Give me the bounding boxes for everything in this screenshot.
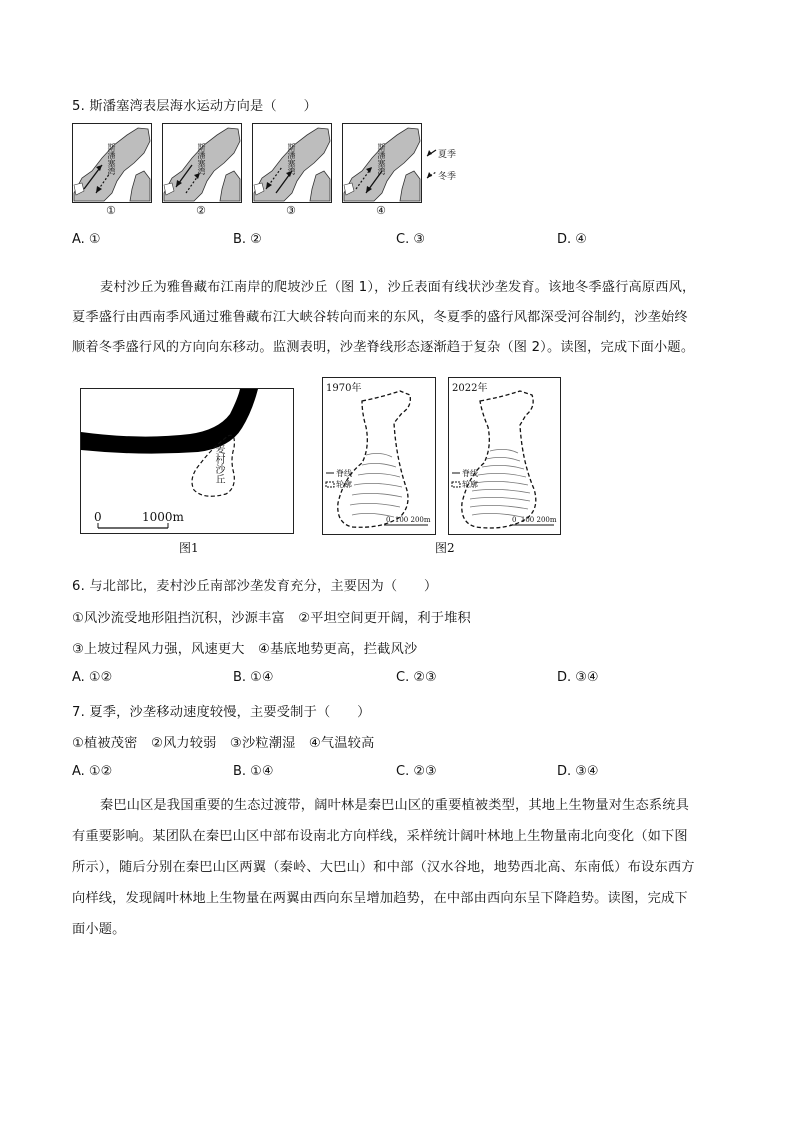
q7-stem: 7. 夏季，沙垄移动速度较慢，主要受制于（ ） <box>72 705 371 720</box>
year-1970: 1970年 <box>326 383 362 394</box>
figure-1-map <box>80 388 294 536</box>
q5-option-c[interactable]: C. ③ <box>396 232 425 247</box>
passage2-line-3: 所示），随后分别在秦巴山区两翼（秦岭、大巴山）和中部（汉水谷地，地势西北高、东南低）布设东西方 <box>72 860 695 875</box>
figure-2-caption: 图2 <box>435 541 455 555</box>
figure-1 <box>80 388 294 536</box>
legend-outline-left: 轮廓 <box>336 480 352 489</box>
gulf-label-4: 斯潘塞湾 <box>377 143 386 175</box>
legend-ridge-right: 脊线 <box>462 469 478 478</box>
scale-zero: 0 <box>94 510 102 524</box>
map-label-4: ④ <box>376 204 386 217</box>
q6-option-b[interactable]: B. ①④ <box>233 670 274 685</box>
q5-map-row <box>72 123 472 218</box>
passage1-line-1: 麦村沙丘为雅鲁藏布江南岸的爬坡沙丘（图 1），沙丘表面有线状沙垄发育。该地冬季盛行高原西风， <box>100 280 696 295</box>
legend-outline-right: 轮廓 <box>462 480 478 489</box>
legend-ridge-left: 脊线 <box>336 469 352 478</box>
scale-left: 0 100 200m <box>386 516 431 524</box>
passage2-line-4: 向样线，发现阔叶林地上生物量在两翼由西向东呈增加趋势，在中部由西向东呈下降趋势。读图，完成下 <box>72 891 688 906</box>
passage2-line-2: 有重要影响。某团队在秦巴山区中部布设南北方向样线，采样统计阔叶林地上生物量南北向变化（如下图 <box>72 829 688 844</box>
gulf-label-3: 斯潘塞湾 <box>287 143 296 175</box>
passage1-line-3: 顺着冬季盛行风的方向向东移动。监测表明，沙垄脊线形态逐渐趋于复杂（图 2）。读图，完成下面小题。 <box>72 340 695 355</box>
gulf-label-2: 斯潘塞湾 <box>197 143 206 175</box>
passage2-line-1: 秦巴山区是我国重要的生态过渡带，阔叶林是秦巴山区的重要植被类型，其地上生物量对生态系统具 <box>100 798 690 813</box>
figure-2 <box>322 377 562 537</box>
q7-option-d[interactable]: D. ③④ <box>557 764 599 779</box>
year-2022: 2022年 <box>452 383 488 394</box>
map-label-2: ② <box>196 204 206 217</box>
q6-stem: 6. 与北部比，麦村沙丘南部沙垄发育充分，主要因为（ ） <box>72 579 438 594</box>
q7-option-c[interactable]: C. ②③ <box>396 764 437 779</box>
q6-option-c[interactable]: C. ②③ <box>396 670 437 685</box>
q5-option-d[interactable]: D. ④ <box>557 232 587 247</box>
q5-option-b[interactable]: B. ② <box>233 232 262 247</box>
dune-label: 麦村沙丘 <box>213 444 224 484</box>
q5-stem: 5. 斯潘塞湾表层海水运动方向是（ ） <box>72 99 317 114</box>
figure-1-caption: 图1 <box>179 541 199 555</box>
passage2-line-5: 面小题。 <box>72 922 126 937</box>
q7-option-b[interactable]: B. ①④ <box>233 764 274 779</box>
q6-option-d[interactable]: D. ③④ <box>557 670 599 685</box>
map-label-3: ③ <box>286 204 296 217</box>
scale-end: 1000m <box>142 510 184 524</box>
q6-statements-2: ③上坡过程风力强，风速更大 ④基底地势更高，拦截风沙 <box>72 642 418 657</box>
q7-statements: ①植被茂密 ②风力较弱 ③沙粒潮湿 ④气温较高 <box>72 736 375 751</box>
scale-right: 0 100 200m <box>512 516 557 524</box>
figure-2-maps <box>322 377 562 537</box>
map-label-1: ① <box>106 204 116 217</box>
gulf-label-1: 斯潘塞湾 <box>107 143 116 175</box>
legend-summer: 夏季 <box>438 150 457 160</box>
legend-winter: 冬季 <box>438 172 457 182</box>
q6-option-a[interactable]: A. ①② <box>72 670 113 685</box>
gulf-maps <box>72 123 472 218</box>
q7-option-a[interactable]: A. ①② <box>72 764 113 779</box>
passage1-line-2: 夏季盛行由西南季风通过雅鲁藏布江大峡谷转向而来的东风，冬夏季的盛行风都深受河谷制约，沙垄始终 <box>72 310 688 325</box>
q5-option-a[interactable]: A. ① <box>72 232 101 247</box>
q6-statements-1: ①风沙流受地形阻挡沉积，沙源丰富 ②平坦空间更开阔，利于堆积 <box>72 611 471 626</box>
